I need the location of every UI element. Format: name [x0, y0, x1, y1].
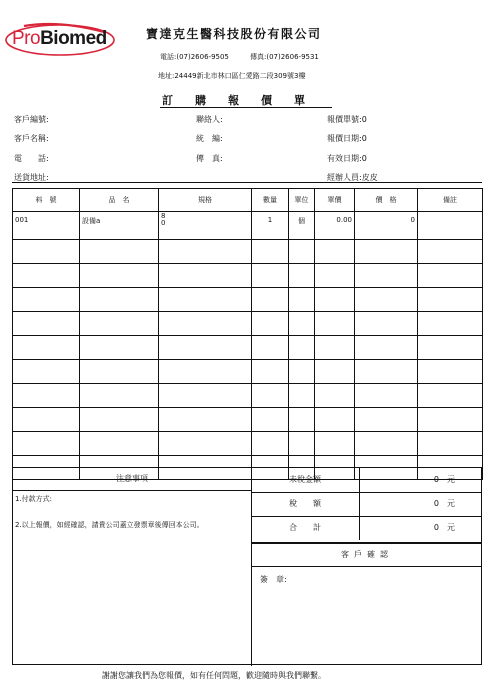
total-label: 稅 額	[251, 492, 360, 516]
summary-section	[12, 467, 482, 665]
header-divider	[12, 182, 482, 183]
notes-panel	[13, 468, 252, 664]
table-cell	[418, 432, 483, 456]
total-value: 0	[433, 523, 439, 532]
company-address: 地址:24449新北市林口區仁愛路二段309號3樓	[158, 72, 306, 80]
cell-part-no: 001	[13, 212, 80, 240]
cell-product-name: 設備a	[80, 212, 159, 240]
col-header: 備註	[418, 189, 483, 212]
table-cell	[355, 336, 418, 360]
total-label: 合 計	[251, 516, 360, 540]
table-row	[13, 336, 483, 360]
total-row-grand	[251, 516, 481, 540]
note-item: 2.以上報價，如經確認，請貴公司蓋立發票章後傳回本公司。	[15, 521, 204, 529]
table-cell	[355, 240, 418, 264]
col-header: 料 號	[13, 189, 80, 212]
table-cell	[13, 240, 80, 264]
table-cell	[289, 408, 315, 432]
table-cell	[80, 432, 159, 456]
table-cell	[252, 384, 289, 408]
table-row	[13, 408, 483, 432]
table-cell	[252, 312, 289, 336]
table-cell	[13, 384, 80, 408]
footer-message: 謝謝您讓我們為您報價，如有任何問題，歡迎隨時與我們聯繫。	[102, 671, 326, 680]
logo-text: ProBiomed	[12, 28, 107, 49]
table-header-row	[13, 189, 483, 212]
table-cell	[252, 360, 289, 384]
table-cell	[252, 432, 289, 456]
cell-spec: 8 0	[159, 212, 252, 240]
total-label: 未稅金額	[251, 468, 360, 492]
table-cell	[80, 408, 159, 432]
table-cell	[159, 240, 252, 264]
table-row	[13, 240, 483, 264]
table-cell	[80, 360, 159, 384]
field-customer-name: 客戶名稱:	[14, 134, 49, 143]
table-row	[13, 212, 483, 240]
table-cell	[289, 264, 315, 288]
table-cell	[315, 312, 355, 336]
company-phone: 電話:(07)2606-9505	[160, 53, 229, 61]
table-cell	[418, 408, 483, 432]
table-cell	[252, 264, 289, 288]
table-row	[13, 264, 483, 288]
total-value: 0	[433, 499, 439, 508]
table-cell	[355, 408, 418, 432]
table-cell	[289, 312, 315, 336]
company-fax: 傳真:(07)2606-9531	[250, 53, 319, 61]
table-cell	[315, 432, 355, 456]
col-header: 價 格	[355, 189, 418, 212]
table-row	[13, 432, 483, 456]
table-row	[13, 360, 483, 384]
total-row-subtotal	[251, 468, 481, 493]
table-cell	[13, 432, 80, 456]
table-cell	[289, 360, 315, 384]
table-cell	[13, 264, 80, 288]
table-cell	[315, 288, 355, 312]
table-cell	[315, 384, 355, 408]
table-cell	[159, 408, 252, 432]
table-cell	[315, 408, 355, 432]
table-row	[13, 312, 483, 336]
field-tax-id: 統 編:	[196, 134, 223, 143]
table-row	[13, 384, 483, 408]
table-cell	[418, 312, 483, 336]
table-cell	[159, 432, 252, 456]
table-cell	[80, 312, 159, 336]
cell-remark	[418, 212, 483, 240]
table-cell	[355, 312, 418, 336]
table-cell	[252, 240, 289, 264]
field-ship-address: 送貨地址:	[14, 173, 49, 182]
document-title: 訂購報價單	[162, 94, 327, 107]
field-quote-date: 報價日期:0	[327, 134, 367, 143]
table-cell	[80, 336, 159, 360]
cell-unit-price: 0.00	[315, 212, 355, 240]
table-cell	[159, 336, 252, 360]
table-cell	[289, 336, 315, 360]
table-cell	[355, 384, 418, 408]
cell-qty: 1	[252, 212, 289, 240]
table-cell	[418, 384, 483, 408]
field-phone: 電 話:	[14, 154, 49, 163]
signature-label: 簽 章:	[260, 575, 287, 584]
table-cell	[80, 264, 159, 288]
table-cell	[80, 384, 159, 408]
col-header: 品 名	[80, 189, 159, 212]
table-cell	[159, 384, 252, 408]
table-cell	[418, 264, 483, 288]
company-name: 寶達克生醫科技股份有限公司	[146, 27, 322, 41]
table-cell	[159, 288, 252, 312]
total-unit: 元	[447, 475, 455, 484]
table-cell	[289, 240, 315, 264]
col-header: 單價	[315, 189, 355, 212]
col-header: 數量	[252, 189, 289, 212]
title-underline	[160, 107, 332, 108]
table-cell	[315, 336, 355, 360]
table-cell	[315, 240, 355, 264]
total-value: 0	[433, 475, 439, 484]
table-cell	[80, 288, 159, 312]
customer-confirm-header: 客戶確認	[252, 544, 482, 567]
table-cell	[252, 288, 289, 312]
table-cell	[289, 432, 315, 456]
table-cell	[289, 384, 315, 408]
total-unit: 元	[447, 523, 455, 532]
table-cell	[418, 240, 483, 264]
field-customer-no: 客戶編號:	[14, 115, 49, 124]
table-cell	[159, 312, 252, 336]
table-cell	[13, 312, 80, 336]
table-cell	[418, 336, 483, 360]
company-logo	[4, 22, 116, 58]
field-valid-date: 有效日期:0	[327, 154, 367, 163]
table-cell	[355, 360, 418, 384]
table-cell	[315, 264, 355, 288]
table-cell	[289, 288, 315, 312]
field-fax: 傳 真:	[196, 154, 223, 163]
total-unit: 元	[447, 499, 455, 508]
cell-unit: 個	[289, 212, 315, 240]
table-cell	[355, 288, 418, 312]
field-handler: 經辦人員:皮皮	[327, 173, 378, 182]
col-header: 規格	[159, 189, 252, 212]
table-cell	[252, 336, 289, 360]
table-cell	[159, 360, 252, 384]
table-row	[13, 288, 483, 312]
col-header: 單位	[289, 189, 315, 212]
table-cell	[355, 432, 418, 456]
table-cell	[355, 264, 418, 288]
table-cell	[159, 264, 252, 288]
cell-price: 0	[355, 212, 418, 240]
field-contact: 聯絡人:	[196, 115, 223, 124]
customer-confirm-panel	[251, 542, 482, 666]
table-cell	[13, 288, 80, 312]
table-cell	[252, 408, 289, 432]
items-table	[12, 188, 483, 480]
table-cell	[418, 360, 483, 384]
table-cell	[13, 336, 80, 360]
table-cell	[13, 408, 80, 432]
notes-header: 注意事項	[13, 468, 251, 491]
table-cell	[80, 240, 159, 264]
note-item: 1.付款方式:	[15, 495, 53, 503]
table-cell	[315, 360, 355, 384]
total-row-tax	[251, 492, 481, 517]
table-cell	[418, 288, 483, 312]
table-cell	[13, 360, 80, 384]
field-quote-no: 報價單號:0	[327, 115, 367, 124]
